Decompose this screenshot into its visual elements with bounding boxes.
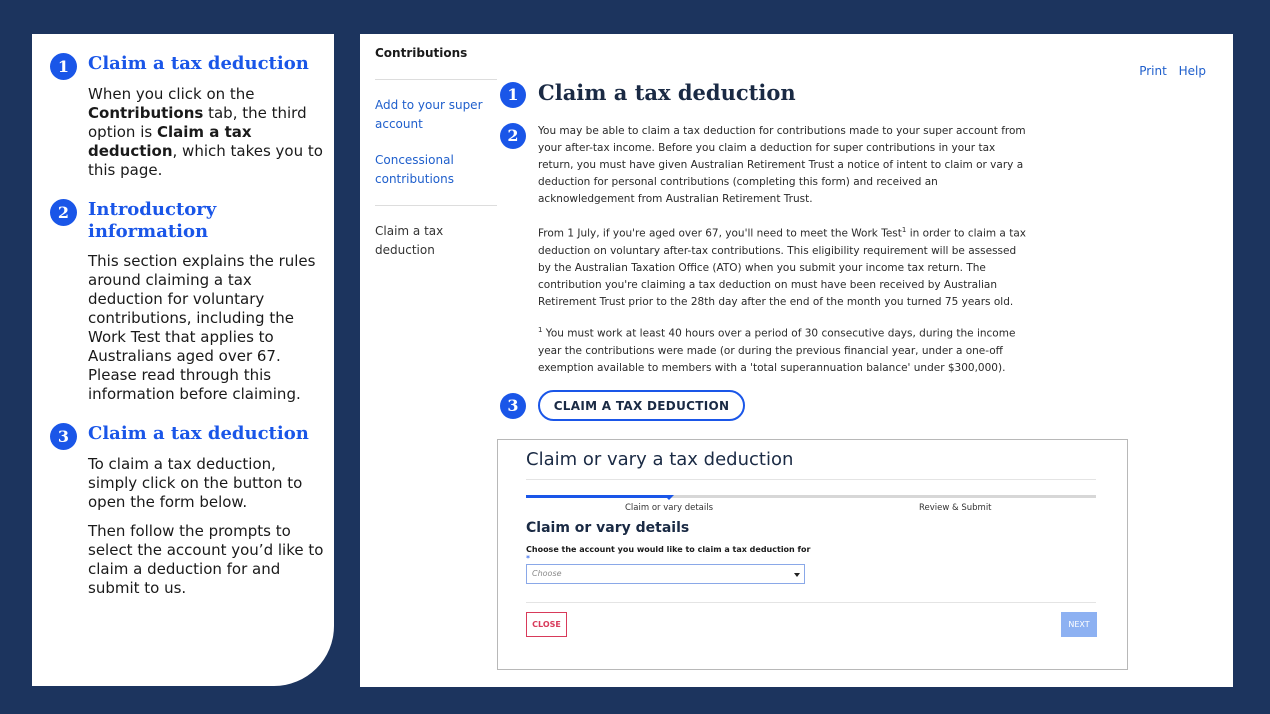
work-test-footnote: $^1$ You must work at least 40 hours over a period of 30 consecutive days, during the income year the contributions were made (or during the previous financial year, under a one-off exemption available to members with a 'total superannuation balance' under $300,000).	[538, 326, 1016, 374]
intro-paragraph: You may be able to claim a tax deduction for contributions made to your super account from your after-tax income. Before you claim a deduction for super contributions in your tax return, you must have given Australian Retirement Trust a notice of intent to claim or vary a deduction for personal contributions (completing this form) and received an acknowledgement from Australian Retirement Trust.	[538, 125, 1026, 205]
form-title: Claim or vary a tax deduction	[526, 449, 794, 470]
progress-marker-icon	[664, 495, 674, 500]
next-button[interactable]: NEXT	[1061, 612, 1097, 637]
header-links	[1131, 64, 1206, 78]
form-divider	[526, 602, 1096, 603]
progress-step-review: Review & Submit	[919, 503, 992, 513]
sidebar-divider	[375, 205, 497, 206]
help-link[interactable]: Help	[1178, 64, 1206, 78]
claim-form-window	[497, 439, 1128, 670]
step-title: Introductory information	[88, 199, 217, 242]
sidebar-title: Contributions	[375, 46, 468, 60]
form-section-title: Claim or vary details	[526, 520, 690, 536]
annotation-badge-3: 3	[500, 393, 526, 419]
account-select-placeholder: Choose	[532, 569, 562, 578]
chevron-down-icon	[794, 573, 800, 577]
progress-step-details: Claim or vary details	[625, 503, 714, 513]
work-test-paragraph: From 1 July, if you're aged over 67, you'll need to meet the Work Test$^1$ in order to claim a tax deduction on voluntary after-tax contributions. This eligibility requirement will be assessed by the Australian Taxation Office (ATO) when you submit your income tax return. The contribution you're claiming a tax deduction on must have been received by Australian Retirement Trust prior to the 28th day after the end of the month you turned 75 years old.	[538, 226, 1026, 308]
account-field-label: Choose the account you would like to claim a tax deduction for	[526, 545, 811, 554]
step-number-badge: 1	[50, 53, 77, 80]
required-mark: *	[526, 554, 530, 563]
step-description: When you click on the Contributions tab, the third option is Claim a tax deduction, which takes you to this page.	[88, 85, 323, 179]
step-description: To claim a tax deduction, simply click on the button to open the form below. Then follow the prompts to select the account you’d like to claim a deduction for and submit to us.	[88, 455, 324, 597]
step-number-badge: 3	[50, 423, 77, 450]
step-number-badge: 2	[50, 199, 77, 226]
sidebar-divider	[375, 79, 497, 80]
annotation-badge-1: 1	[500, 82, 526, 108]
print-link[interactable]: Print	[1139, 64, 1167, 78]
step-title: Claim a tax deduction	[88, 423, 309, 444]
annotation-badge-2: 2	[500, 123, 526, 149]
sidebar-item-add-to-super[interactable]: Add to your super account	[375, 98, 483, 131]
form-divider	[526, 479, 1096, 480]
step-title: Claim a tax deduction	[88, 53, 309, 74]
sidebar-item-claim-tax-deduction[interactable]: Claim a tax deduction	[375, 224, 444, 257]
close-button[interactable]: CLOSE	[526, 612, 567, 637]
sidebar-item-concessional[interactable]: Concessional contributions	[375, 153, 454, 186]
step-description: This section explains the rules around claiming a tax deduction for voluntary contributions, including the Work Test that applies to Australians aged over 67. Please read through this information before claiming.	[88, 252, 316, 403]
progress-track	[526, 495, 1096, 498]
guide-panel	[32, 34, 334, 686]
page-title: Claim a tax deduction	[538, 80, 796, 105]
account-select[interactable]	[526, 564, 805, 584]
claim-tax-deduction-button[interactable]: CLAIM A TAX DEDUCTION	[538, 390, 745, 421]
progress-fill	[526, 495, 669, 498]
